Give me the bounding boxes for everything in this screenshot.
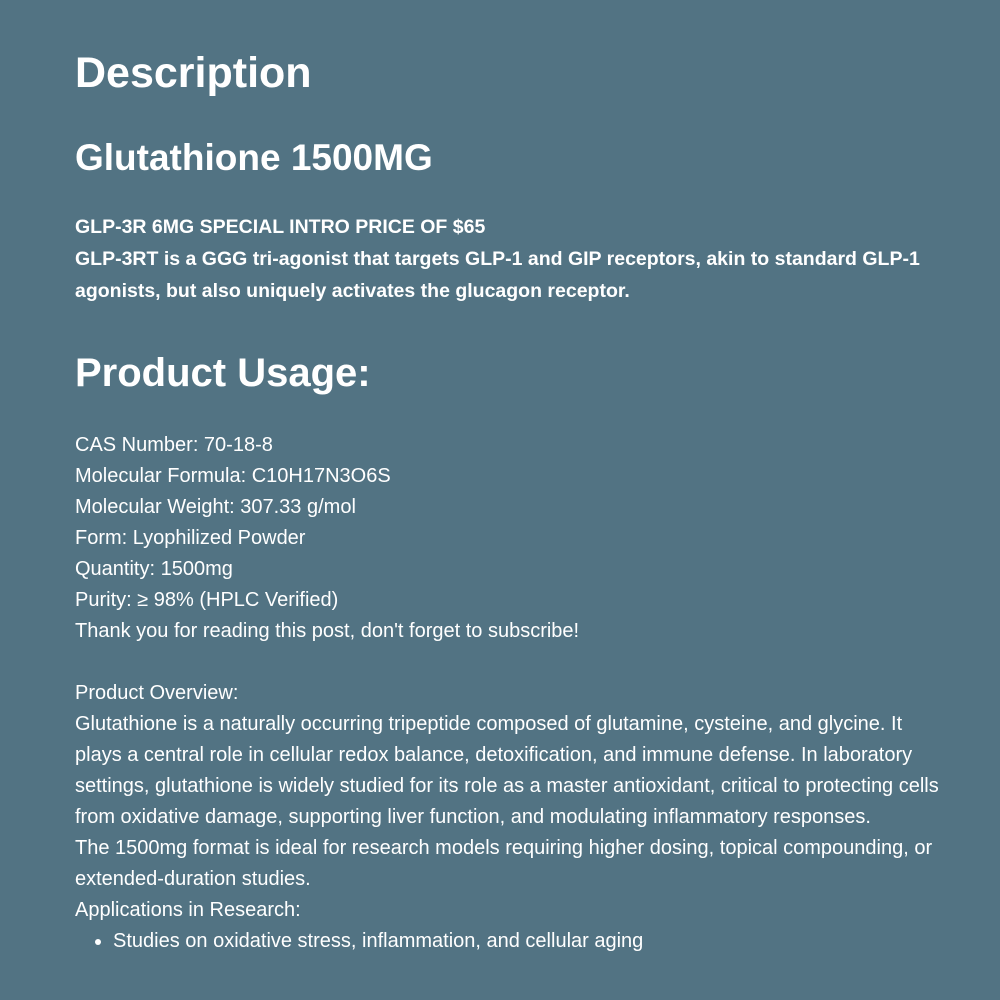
overview-paragraph: Glutathione is a naturally occurring tripeptide composed of glutamine, cysteine, and glycine. It plays a central role in cellular redox balance, detoxification, and immune defense. In laboratory settings, glutathione is widely studied for its role as a master antioxidant, critical to protecting cells from oxidative damage, supporting liver function, and modulating inflammatory responses. xyxy=(75,713,939,828)
list-item: • Studies on oxidative stress, inflammation, and cellular aging xyxy=(113,926,950,957)
promo-description-line: GLP-3RT is a GGG tri-agonist that targets GLP-1 and GIP receptors, akin to standard GLP-1 agonists, but also uniquely activates the glucagon receptor. xyxy=(75,248,920,302)
spec-molecular-weight: Molecular Weight: 307.33 g/mol xyxy=(75,496,356,518)
description-heading: Description xyxy=(75,49,312,97)
spec-list xyxy=(75,430,955,647)
applications-list xyxy=(75,926,950,957)
applications-label: Applications in Research: xyxy=(75,899,301,921)
spec-purity: Purity: ≥ 98% (HPLC Verified) xyxy=(75,589,339,611)
spec-molecular-formula: Molecular Formula: C10H17N3O6S xyxy=(75,465,391,487)
usage-heading: Product Usage: xyxy=(75,351,371,395)
format-paragraph: The 1500mg format is ideal for research models requiring higher dosing, topical compounding, or extended-duration studies. xyxy=(75,837,933,890)
promo-price-line: GLP-3R 6MG SPECIAL INTRO PRICE OF $65 xyxy=(75,216,486,238)
spec-form: Form: Lyophilized Powder xyxy=(75,527,306,549)
product-title: Glutathione 1500MG xyxy=(75,137,433,178)
promo-text xyxy=(75,211,955,307)
subscribe-note: Thank you for reading this post, don't forget to subscribe! xyxy=(75,620,580,642)
product-overview xyxy=(75,678,950,957)
spec-quantity: Quantity: 1500mg xyxy=(75,558,233,580)
spec-cas-number: CAS Number: 70-18-8 xyxy=(75,434,273,456)
overview-label: Product Overview: xyxy=(75,682,239,704)
